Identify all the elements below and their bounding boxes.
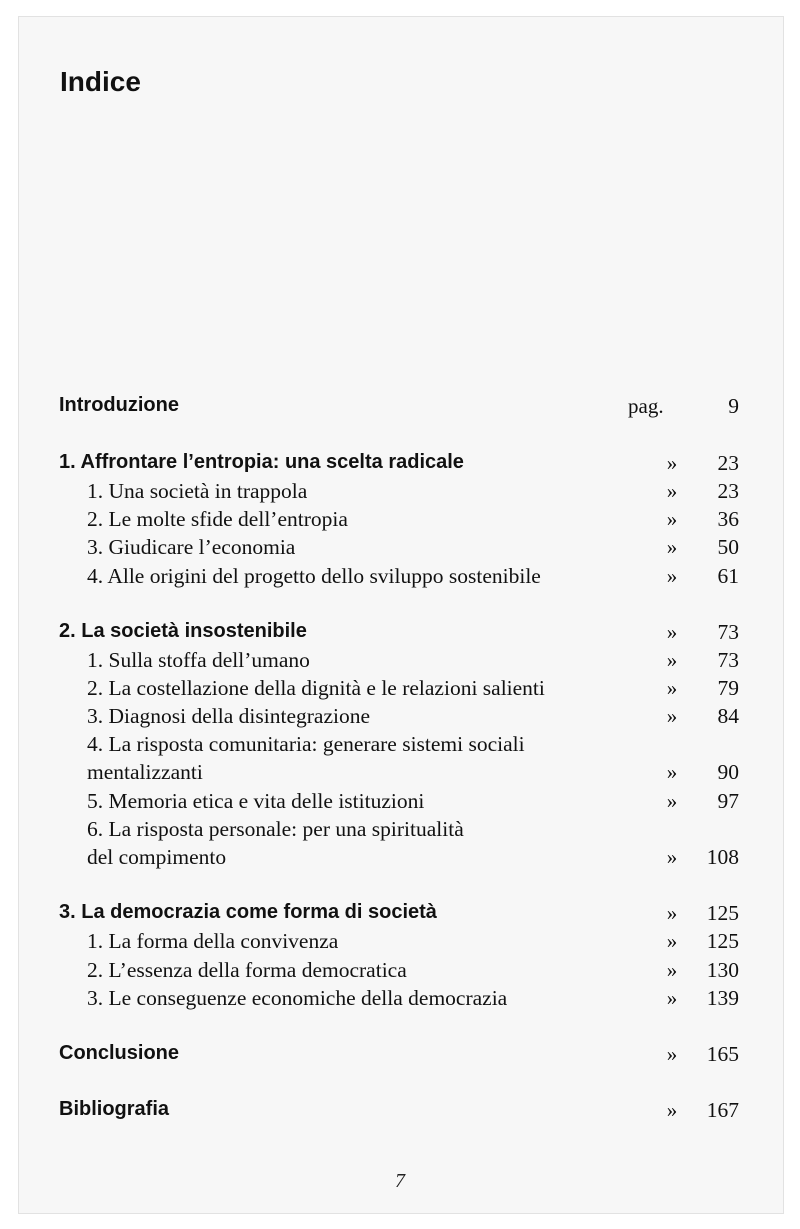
toc-subsection-title: 4. La risposta comunitaria: generare sistemi sociali: [87, 732, 525, 756]
toc-page-number: 23: [717, 451, 739, 475]
toc-page-marker: »: [666, 929, 678, 953]
toc-section-title: Conclusione: [59, 1042, 180, 1064]
toc-page-number: 125: [706, 901, 739, 925]
toc-entry: [0, 958, 800, 986]
page-title: Indice: [60, 66, 141, 97]
toc-page-marker: »: [666, 760, 678, 784]
toc-page-number: 130: [706, 958, 739, 982]
toc-section-title: 3. La democrazia come forma di società: [59, 901, 437, 923]
toc-page-marker: »: [666, 620, 678, 644]
toc-subsection-title: 3. Le conseguenze economiche della democrazia: [87, 986, 508, 1010]
toc-page-marker: »: [666, 479, 678, 503]
book-page: [18, 16, 784, 1214]
toc-page-marker: »: [666, 648, 678, 672]
toc-entry: [0, 704, 800, 732]
toc-entry: [0, 760, 800, 788]
toc-page-number: 73: [717, 620, 739, 644]
toc-subsection-title: 2. L’essenza della forma democratica: [87, 958, 407, 982]
toc-subsection-title: 2. Le molte sfide dell’entropia: [87, 507, 348, 531]
page-folio: 7: [395, 1170, 405, 1192]
toc-page-number: 73: [717, 648, 739, 672]
toc-page-number: 9: [728, 394, 739, 418]
toc-entry: [0, 817, 800, 845]
toc-page-marker: »: [666, 901, 678, 925]
toc-entry: [0, 564, 800, 592]
toc-page-marker: »: [666, 507, 678, 531]
toc-subsection-title: 1. Sulla stoffa dell’umano: [87, 648, 310, 672]
toc-subsection-title: 5. Memoria etica e vita delle istituzioni: [87, 789, 425, 813]
toc-page-number: 61: [717, 564, 739, 588]
toc-entry: [0, 1098, 800, 1126]
toc-page-number: 23: [717, 479, 739, 503]
toc-subsection-title: 1. Una società in trappola: [87, 479, 308, 503]
toc-page-number: 79: [717, 676, 739, 700]
toc-entry: [0, 535, 800, 563]
toc-subsection-title: 1. La forma della convivenza: [87, 929, 339, 953]
toc-entry: [0, 479, 800, 507]
toc-entry: [0, 676, 800, 704]
toc-page-number: 84: [717, 704, 739, 728]
toc-entry: [0, 901, 800, 929]
toc-subsection-title: del compimento: [87, 845, 227, 869]
toc-page-marker: »: [666, 845, 678, 869]
toc-page-marker: »: [666, 564, 678, 588]
toc-subsection-title: mentalizzanti: [87, 760, 203, 784]
toc-subsection-title: 3. Giudicare l’economia: [87, 535, 296, 559]
toc-page-number: 167: [706, 1098, 739, 1122]
toc-page-number: 36: [717, 507, 739, 531]
toc-page-number: 50: [717, 535, 739, 559]
toc-entry: [0, 789, 800, 817]
toc-page-marker: »: [666, 1042, 678, 1066]
toc-entry: [0, 1042, 800, 1070]
toc-page-number: 90: [717, 760, 739, 784]
toc-entry: [0, 507, 800, 535]
toc-page-number: 108: [706, 845, 739, 869]
toc-entry: [0, 394, 800, 422]
toc-page-marker: »: [666, 986, 678, 1010]
toc-subsection-title: 2. La costellazione della dignità e le relazioni salienti: [87, 676, 545, 700]
toc-section-title: 1. Affrontare l’entropia: una scelta radicale: [59, 451, 464, 473]
toc-page-marker: »: [666, 451, 678, 475]
toc-page-number: 125: [706, 929, 739, 953]
toc-entry: [0, 451, 800, 479]
toc-page-marker: »: [666, 676, 678, 700]
toc-section-title: 2. La società insostenibile: [59, 620, 307, 642]
toc-section-title: Introduzione: [59, 394, 179, 416]
toc-entry: [0, 986, 800, 1014]
toc-subsection-title: 4. Alle origini del progetto dello sviluppo sostenibile: [87, 564, 541, 588]
toc-page-marker: »: [666, 535, 678, 559]
toc-section-title: Bibliografia: [59, 1098, 170, 1120]
toc-entry: [0, 620, 800, 648]
toc-page-number: 97: [717, 789, 739, 813]
toc-entry: [0, 845, 800, 873]
toc-subsection-title: 6. La risposta personale: per una spiritualità: [87, 817, 464, 841]
toc-entry: [0, 929, 800, 957]
toc-page-marker: »: [666, 958, 678, 982]
toc-page-number: 165: [706, 1042, 739, 1066]
toc-page-number: 139: [706, 986, 739, 1010]
toc-page-marker: »: [666, 704, 678, 728]
toc-page-marker: »: [666, 789, 678, 813]
toc-page-marker: pag.: [628, 394, 664, 418]
toc-page-marker: »: [666, 1098, 678, 1122]
toc-entry: [0, 732, 800, 760]
toc-subsection-title: 3. Diagnosi della disintegrazione: [87, 704, 371, 728]
toc-entry: [0, 648, 800, 676]
